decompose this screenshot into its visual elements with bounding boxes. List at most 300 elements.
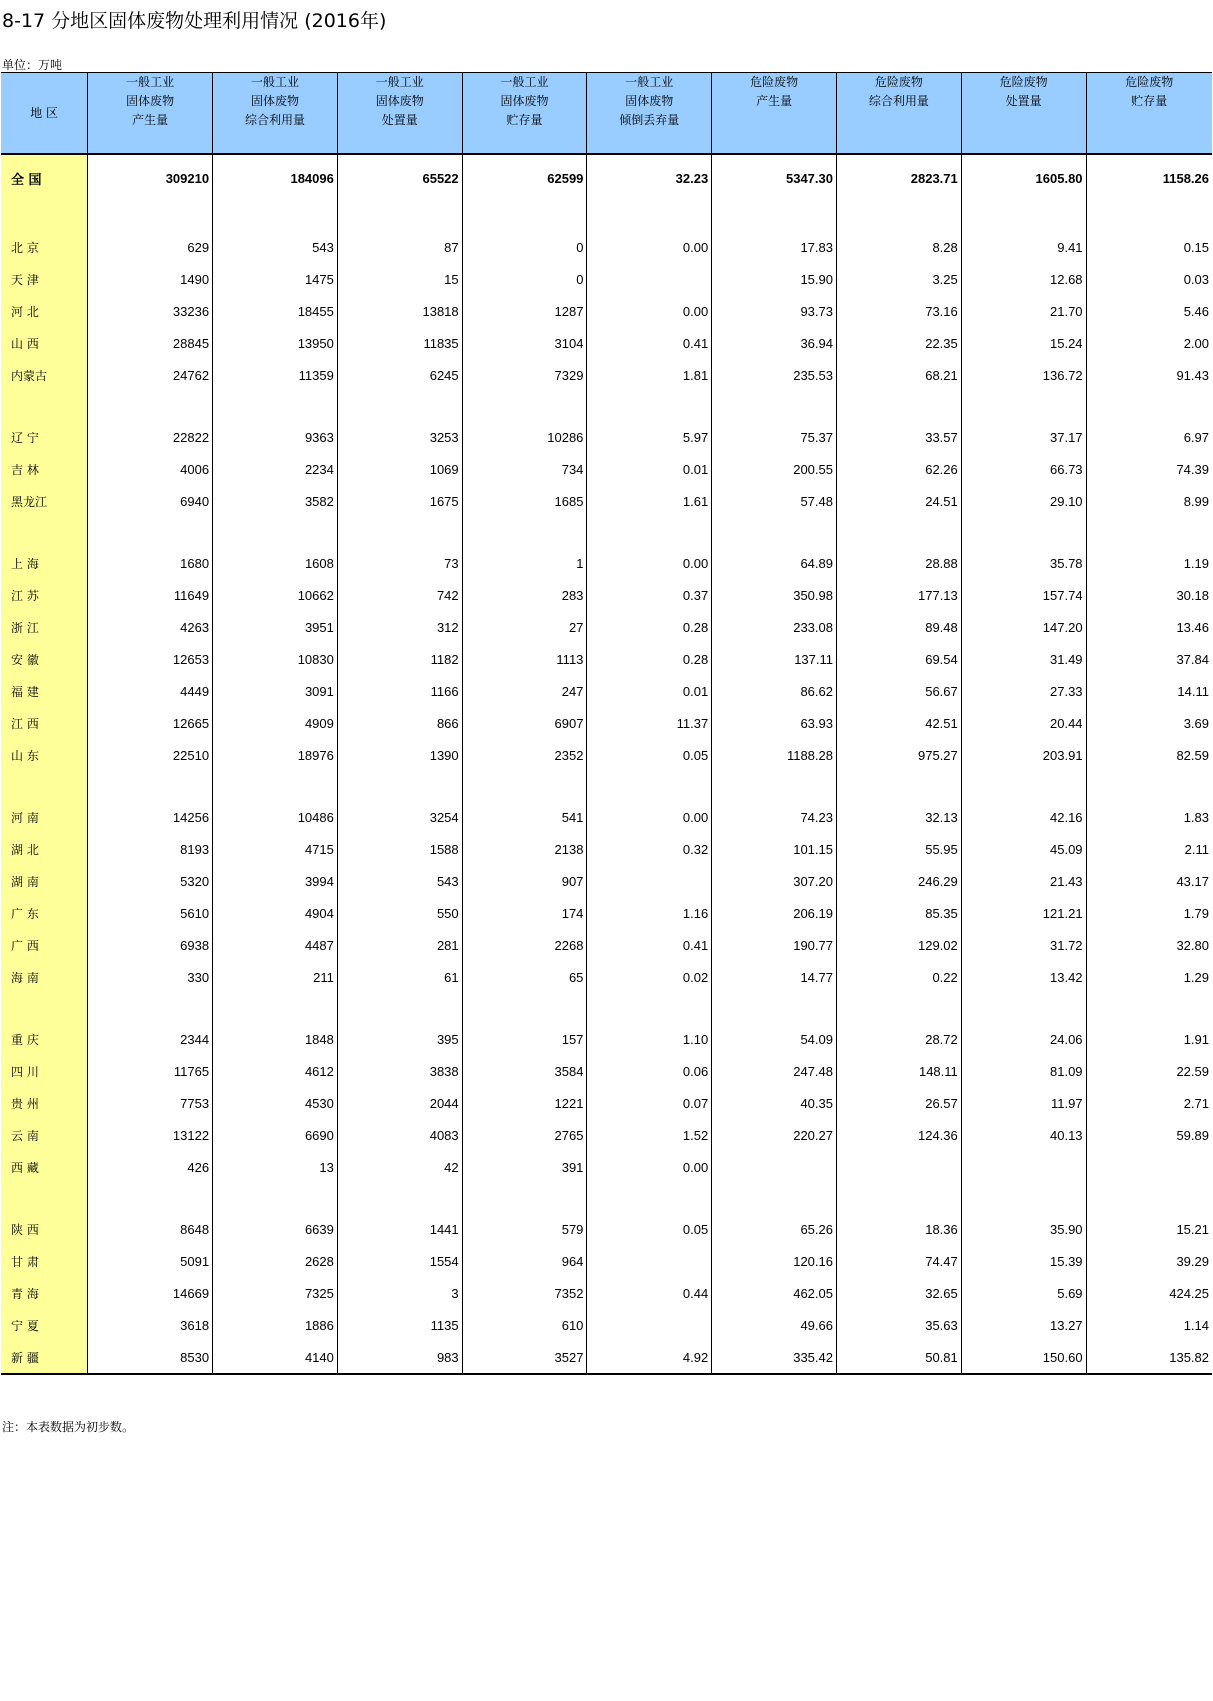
value-cell: 42 — [337, 1151, 462, 1183]
spacer-cell — [1, 1183, 88, 1213]
table-row — [1, 801, 1212, 833]
spacer-cell — [961, 201, 1086, 231]
spacer-cell — [836, 517, 961, 547]
value-cell: 11649 — [88, 579, 213, 611]
value-cell: 391 — [462, 1151, 587, 1183]
value-cell: 54.09 — [712, 1023, 837, 1055]
table-row — [1, 154, 1212, 201]
region-cell: 辽 宁 — [1, 421, 88, 453]
value-cell: 2.11 — [1086, 833, 1212, 865]
spacer-cell — [1086, 517, 1212, 547]
value-cell: 0.22 — [836, 961, 961, 993]
spacer-cell — [462, 993, 587, 1023]
value-cell: 0.00 — [587, 231, 712, 263]
table-row — [1, 643, 1212, 675]
region-cell: 云 南 — [1, 1119, 88, 1151]
value-cell: 14.11 — [1086, 675, 1212, 707]
value-cell: 30.18 — [1086, 579, 1212, 611]
value-cell: 13950 — [213, 327, 338, 359]
value-cell: 32.80 — [1086, 929, 1212, 961]
value-cell: 37.17 — [961, 421, 1086, 453]
region-cell: 贵 州 — [1, 1087, 88, 1119]
value-cell: 8530 — [88, 1341, 213, 1374]
value-cell: 0.00 — [587, 1151, 712, 1183]
value-cell: 0 — [462, 263, 587, 295]
value-cell: 137.11 — [712, 643, 837, 675]
spacer-cell — [1, 517, 88, 547]
value-cell: 6690 — [213, 1119, 338, 1151]
region-cell: 浙 江 — [1, 611, 88, 643]
value-cell: 4.92 — [587, 1341, 712, 1374]
value-cell: 124.36 — [836, 1119, 961, 1151]
value-cell: 1588 — [337, 833, 462, 865]
value-cell: 28845 — [88, 327, 213, 359]
spacer-cell — [337, 517, 462, 547]
value-cell: 1605.80 — [961, 154, 1086, 201]
value-cell: 4140 — [213, 1341, 338, 1374]
spacer-cell — [961, 391, 1086, 421]
value-cell: 74.47 — [836, 1245, 961, 1277]
value-cell: 220.27 — [712, 1119, 837, 1151]
spacer-cell — [836, 201, 961, 231]
value-cell: 0 — [462, 231, 587, 263]
spacer-cell — [1, 771, 88, 801]
value-cell: 33.57 — [836, 421, 961, 453]
value-cell: 8193 — [88, 833, 213, 865]
spacer-cell — [712, 517, 837, 547]
header-cell: 一般工业 固体废物 贮存量 — [462, 73, 587, 155]
table-row — [1, 1341, 1212, 1374]
value-cell: 31.72 — [961, 929, 1086, 961]
region-cell: 重 庆 — [1, 1023, 88, 1055]
table-row — [1, 547, 1212, 579]
region-cell: 新 疆 — [1, 1341, 88, 1374]
value-cell: 49.66 — [712, 1309, 837, 1341]
value-cell: 1.29 — [1086, 961, 1212, 993]
value-cell — [961, 1151, 1086, 1183]
spacer-row — [1, 993, 1212, 1023]
value-cell: 5610 — [88, 897, 213, 929]
value-cell: 1135 — [337, 1309, 462, 1341]
value-cell: 7329 — [462, 359, 587, 391]
value-cell: 1182 — [337, 643, 462, 675]
value-cell: 5347.30 — [712, 154, 837, 201]
value-cell: 206.19 — [712, 897, 837, 929]
value-cell: 121.21 — [961, 897, 1086, 929]
value-cell — [587, 865, 712, 897]
value-cell: 13 — [213, 1151, 338, 1183]
header-cell: 地 区 — [1, 73, 88, 155]
value-cell: 0.41 — [587, 929, 712, 961]
spacer-cell — [88, 1183, 213, 1213]
value-cell: 200.55 — [712, 453, 837, 485]
header-cell: 一般工业 固体废物 处置量 — [337, 73, 462, 155]
spacer-cell — [712, 993, 837, 1023]
value-cell: 13.46 — [1086, 611, 1212, 643]
spacer-row — [1, 517, 1212, 547]
region-cell: 海 南 — [1, 961, 88, 993]
value-cell: 56.67 — [836, 675, 961, 707]
value-cell: 4083 — [337, 1119, 462, 1151]
spacer-row — [1, 201, 1212, 231]
spacer-cell — [961, 771, 1086, 801]
spacer-cell — [213, 993, 338, 1023]
table-row — [1, 865, 1212, 897]
value-cell: 6639 — [213, 1213, 338, 1245]
spacer-cell — [213, 201, 338, 231]
value-cell: 0.28 — [587, 611, 712, 643]
table-row — [1, 1309, 1212, 1341]
value-cell: 1.16 — [587, 897, 712, 929]
value-cell: 1.91 — [1086, 1023, 1212, 1055]
value-cell: 1685 — [462, 485, 587, 517]
spacer-cell — [88, 391, 213, 421]
spacer-cell — [88, 201, 213, 231]
value-cell — [587, 263, 712, 295]
value-cell: 3.25 — [836, 263, 961, 295]
spacer-cell — [1, 993, 88, 1023]
value-cell: 14256 — [88, 801, 213, 833]
spacer-cell — [587, 993, 712, 1023]
region-cell: 甘 肃 — [1, 1245, 88, 1277]
value-cell: 3838 — [337, 1055, 462, 1087]
table-row — [1, 611, 1212, 643]
value-cell: 907 — [462, 865, 587, 897]
value-cell: 964 — [462, 1245, 587, 1277]
value-cell: 73 — [337, 547, 462, 579]
value-cell: 0.15 — [1086, 231, 1212, 263]
value-cell: 42.16 — [961, 801, 1086, 833]
value-cell: 35.78 — [961, 547, 1086, 579]
value-cell: 65522 — [337, 154, 462, 201]
value-cell: 15.39 — [961, 1245, 1086, 1277]
value-cell: 24.51 — [836, 485, 961, 517]
spacer-cell — [587, 201, 712, 231]
table-row — [1, 1087, 1212, 1119]
value-cell: 3584 — [462, 1055, 587, 1087]
header-cell: 一般工业 固体废物 综合利用量 — [213, 73, 338, 155]
table-row — [1, 1213, 1212, 1245]
value-cell: 101.15 — [712, 833, 837, 865]
value-cell: 543 — [337, 865, 462, 897]
value-cell: 40.13 — [961, 1119, 1086, 1151]
value-cell: 579 — [462, 1213, 587, 1245]
page-title: 8-17 分地区固体废物处理利用情况 (2016年) — [2, 10, 387, 32]
value-cell: 5.97 — [587, 421, 712, 453]
value-cell: 8.28 — [836, 231, 961, 263]
value-cell: 29.10 — [961, 485, 1086, 517]
value-cell: 6940 — [88, 485, 213, 517]
value-cell: 31.49 — [961, 643, 1086, 675]
spacer-cell — [836, 993, 961, 1023]
spacer-cell — [337, 771, 462, 801]
region-cell: 北 京 — [1, 231, 88, 263]
value-cell: 13122 — [88, 1119, 213, 1151]
value-cell: 12653 — [88, 643, 213, 675]
value-cell: 6.97 — [1086, 421, 1212, 453]
value-cell: 15 — [337, 263, 462, 295]
spacer-cell — [836, 771, 961, 801]
spacer-cell — [337, 993, 462, 1023]
value-cell: 6938 — [88, 929, 213, 961]
value-cell: 148.11 — [836, 1055, 961, 1087]
value-cell: 13818 — [337, 295, 462, 327]
value-cell: 2628 — [213, 1245, 338, 1277]
value-cell: 4715 — [213, 833, 338, 865]
table-body — [1, 154, 1212, 1374]
value-cell: 129.02 — [836, 929, 961, 961]
spacer-cell — [462, 1183, 587, 1213]
header-cell: 危险废物 贮存量 — [1086, 73, 1212, 155]
value-cell: 150.60 — [961, 1341, 1086, 1374]
spacer-cell — [337, 201, 462, 231]
table-row — [1, 897, 1212, 929]
value-cell: 4006 — [88, 453, 213, 485]
value-cell: 57.48 — [712, 485, 837, 517]
spacer-row — [1, 771, 1212, 801]
region-cell: 四 川 — [1, 1055, 88, 1087]
spacer-cell — [1086, 201, 1212, 231]
value-cell: 2138 — [462, 833, 587, 865]
value-cell: 0.01 — [587, 453, 712, 485]
value-cell: 2.00 — [1086, 327, 1212, 359]
value-cell: 0.44 — [587, 1277, 712, 1309]
value-cell: 0.07 — [587, 1087, 712, 1119]
value-cell: 18455 — [213, 295, 338, 327]
spacer-cell — [712, 201, 837, 231]
header-cell: 危险废物 产生量 — [712, 73, 837, 155]
value-cell: 350.98 — [712, 579, 837, 611]
value-cell: 283 — [462, 579, 587, 611]
value-cell: 0.00 — [587, 547, 712, 579]
table-row — [1, 485, 1212, 517]
spacer-row — [1, 1183, 1212, 1213]
value-cell: 65 — [462, 961, 587, 993]
value-cell: 40.35 — [712, 1087, 837, 1119]
table-row — [1, 421, 1212, 453]
value-cell: 281 — [337, 929, 462, 961]
value-cell: 35.90 — [961, 1213, 1086, 1245]
value-cell: 22.35 — [836, 327, 961, 359]
value-cell: 866 — [337, 707, 462, 739]
value-cell: 136.72 — [961, 359, 1086, 391]
table-row — [1, 1277, 1212, 1309]
value-cell: 7325 — [213, 1277, 338, 1309]
value-cell: 1608 — [213, 547, 338, 579]
value-cell — [1086, 1151, 1212, 1183]
header-cell: 一般工业 固体废物 产生量 — [88, 73, 213, 155]
value-cell: 1.79 — [1086, 897, 1212, 929]
value-cell: 2044 — [337, 1087, 462, 1119]
value-cell: 24.06 — [961, 1023, 1086, 1055]
value-cell: 157.74 — [961, 579, 1086, 611]
spacer-cell — [462, 391, 587, 421]
value-cell: 1113 — [462, 643, 587, 675]
region-cell: 全 国 — [1, 154, 88, 201]
value-cell: 22.59 — [1086, 1055, 1212, 1087]
value-cell: 462.05 — [712, 1277, 837, 1309]
value-cell: 11.97 — [961, 1087, 1086, 1119]
table-row — [1, 579, 1212, 611]
table-row — [1, 1023, 1212, 1055]
value-cell: 11.37 — [587, 707, 712, 739]
value-cell: 1.83 — [1086, 801, 1212, 833]
value-cell: 184096 — [213, 154, 338, 201]
value-cell: 27.33 — [961, 675, 1086, 707]
spacer-cell — [337, 391, 462, 421]
spacer-cell — [587, 1183, 712, 1213]
value-cell: 21.43 — [961, 865, 1086, 897]
value-cell — [587, 1245, 712, 1277]
value-cell: 18976 — [213, 739, 338, 771]
value-cell: 247.48 — [712, 1055, 837, 1087]
value-cell: 11835 — [337, 327, 462, 359]
table-row — [1, 675, 1212, 707]
value-cell: 11765 — [88, 1055, 213, 1087]
value-cell: 66.73 — [961, 453, 1086, 485]
value-cell: 211 — [213, 961, 338, 993]
value-cell: 5.46 — [1086, 295, 1212, 327]
value-cell: 1.14 — [1086, 1309, 1212, 1341]
region-cell: 河 北 — [1, 295, 88, 327]
value-cell: 1.52 — [587, 1119, 712, 1151]
value-cell: 2.71 — [1086, 1087, 1212, 1119]
region-cell: 黑龙江 — [1, 485, 88, 517]
value-cell — [836, 1151, 961, 1183]
value-cell: 247 — [462, 675, 587, 707]
region-cell: 宁 夏 — [1, 1309, 88, 1341]
value-cell: 91.43 — [1086, 359, 1212, 391]
header-cell: 危险废物 处置量 — [961, 73, 1086, 155]
header-row — [1, 73, 1212, 155]
value-cell: 33236 — [88, 295, 213, 327]
value-cell: 3091 — [213, 675, 338, 707]
value-cell: 24762 — [88, 359, 213, 391]
value-cell: 10662 — [213, 579, 338, 611]
footnote: 注：本表数据为初步数。 — [2, 1420, 135, 1434]
table-row — [1, 359, 1212, 391]
value-cell: 4487 — [213, 929, 338, 961]
value-cell: 21.70 — [961, 295, 1086, 327]
value-cell: 3994 — [213, 865, 338, 897]
value-cell: 1166 — [337, 675, 462, 707]
value-cell: 18.36 — [836, 1213, 961, 1245]
value-cell: 0.03 — [1086, 263, 1212, 295]
value-cell: 14.77 — [712, 961, 837, 993]
value-cell: 7352 — [462, 1277, 587, 1309]
value-cell: 8.99 — [1086, 485, 1212, 517]
spacer-cell — [1086, 391, 1212, 421]
table-row — [1, 263, 1212, 295]
region-cell: 内蒙古 — [1, 359, 88, 391]
value-cell: 0.05 — [587, 739, 712, 771]
region-cell: 湖 南 — [1, 865, 88, 897]
value-cell: 1 — [462, 547, 587, 579]
spacer-cell — [1086, 771, 1212, 801]
value-cell: 424.25 — [1086, 1277, 1212, 1309]
value-cell: 10286 — [462, 421, 587, 453]
value-cell: 68.21 — [836, 359, 961, 391]
value-cell: 11359 — [213, 359, 338, 391]
region-cell: 江 西 — [1, 707, 88, 739]
spacer-cell — [587, 517, 712, 547]
value-cell: 32.13 — [836, 801, 961, 833]
value-cell: 335.42 — [712, 1341, 837, 1374]
table-row — [1, 327, 1212, 359]
value-cell: 6245 — [337, 359, 462, 391]
value-cell: 246.29 — [836, 865, 961, 897]
spacer-cell — [1086, 1183, 1212, 1213]
value-cell: 203.91 — [961, 739, 1086, 771]
value-cell: 1680 — [88, 547, 213, 579]
value-cell: 37.84 — [1086, 643, 1212, 675]
value-cell: 0.02 — [587, 961, 712, 993]
value-cell: 157 — [462, 1023, 587, 1055]
value-cell: 309210 — [88, 154, 213, 201]
value-cell: 5091 — [88, 1245, 213, 1277]
value-cell: 22822 — [88, 421, 213, 453]
value-cell: 426 — [88, 1151, 213, 1183]
spacer-cell — [1, 391, 88, 421]
value-cell: 543 — [213, 231, 338, 263]
spacer-cell — [462, 771, 587, 801]
spacer-cell — [712, 1183, 837, 1213]
value-cell — [587, 1309, 712, 1341]
value-cell — [712, 1151, 837, 1183]
value-cell: 4530 — [213, 1087, 338, 1119]
region-cell: 陕 西 — [1, 1213, 88, 1245]
value-cell: 1.19 — [1086, 547, 1212, 579]
value-cell: 45.09 — [961, 833, 1086, 865]
table-row — [1, 929, 1212, 961]
value-cell: 36.94 — [712, 327, 837, 359]
data-table — [1, 72, 1212, 1375]
value-cell: 9.41 — [961, 231, 1086, 263]
value-cell: 1390 — [337, 739, 462, 771]
spacer-cell — [961, 1183, 1086, 1213]
value-cell: 0.41 — [587, 327, 712, 359]
value-cell: 28.88 — [836, 547, 961, 579]
value-cell: 120.16 — [712, 1245, 837, 1277]
value-cell: 742 — [337, 579, 462, 611]
value-cell: 0.37 — [587, 579, 712, 611]
value-cell: 4449 — [88, 675, 213, 707]
unit-label: 单位：万吨 — [2, 58, 63, 72]
region-cell: 安 徽 — [1, 643, 88, 675]
value-cell: 3.69 — [1086, 707, 1212, 739]
value-cell: 62599 — [462, 154, 587, 201]
spacer-cell — [836, 1183, 961, 1213]
table-row — [1, 833, 1212, 865]
value-cell: 2344 — [88, 1023, 213, 1055]
value-cell: 73.16 — [836, 295, 961, 327]
table-row — [1, 1119, 1212, 1151]
spacer-cell — [836, 391, 961, 421]
spacer-cell — [213, 391, 338, 421]
value-cell: 1441 — [337, 1213, 462, 1245]
spacer-cell — [462, 517, 587, 547]
value-cell: 1554 — [337, 1245, 462, 1277]
value-cell: 3254 — [337, 801, 462, 833]
value-cell: 0.05 — [587, 1213, 712, 1245]
value-cell: 975.27 — [836, 739, 961, 771]
value-cell: 0.01 — [587, 675, 712, 707]
header-cell: 危险废物 综合利用量 — [836, 73, 961, 155]
value-cell: 1.10 — [587, 1023, 712, 1055]
table-row — [1, 739, 1212, 771]
region-cell: 青 海 — [1, 1277, 88, 1309]
value-cell: 13.27 — [961, 1309, 1086, 1341]
